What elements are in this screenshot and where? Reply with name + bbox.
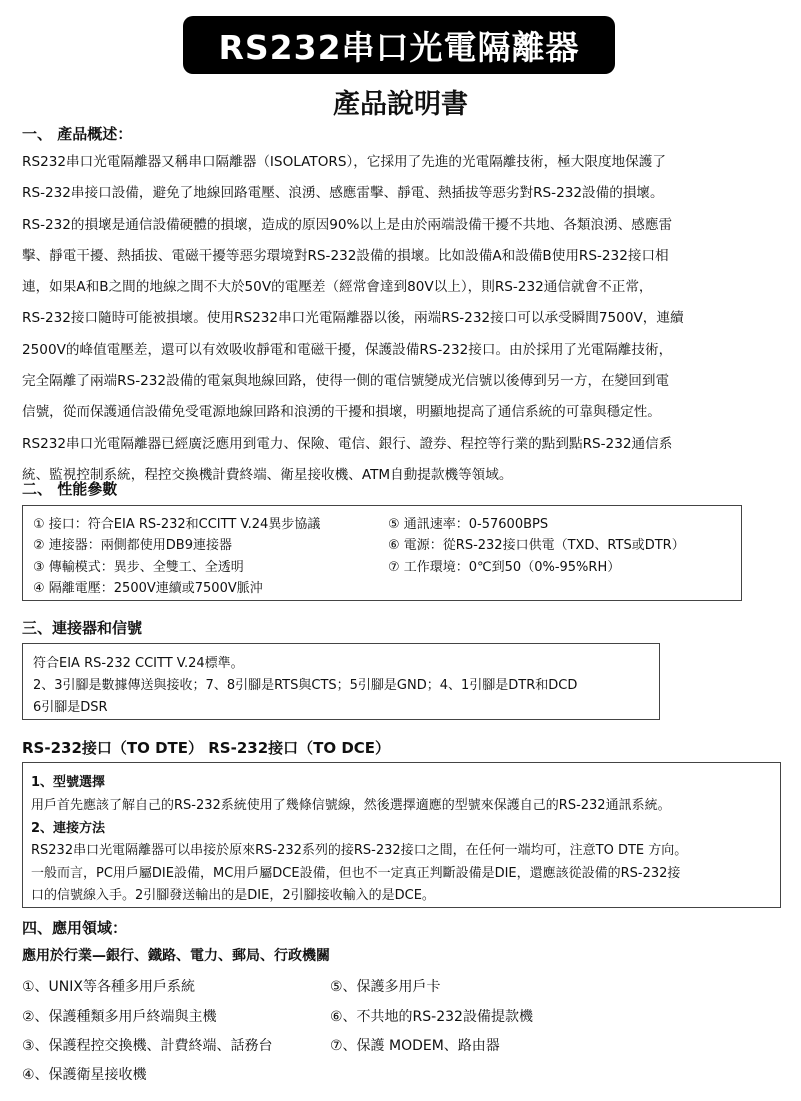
model-line: 一般而言，PC用戶屬DIE設備，MC用戶屬DCE設備，但也不一定真正判斷設備是DIE，還應該從設備的RS-232接 — [31, 866, 681, 881]
paragraph-line: 信號，從而保護通信設備免受電源地線回路和浪湧的干擾和損壞，明顯地提高了通信系統的可靠與穩定性。 — [22, 404, 661, 421]
paragraph-line: 統、監視控制系統，程控交換機計費終端、衛星接收機、ATM自動提款機等領域。 — [22, 466, 513, 483]
paragraph-line: RS-232串接口設備，避免了地線回路電壓、浪湧、感應雷擊、靜電、熱插拔等惡劣對RS-232設備的損壞。 — [22, 185, 664, 202]
application-item: ④、保護衛星接收機 — [22, 1067, 147, 1083]
signal-line: 2、3引腳是數據傳送與接收；7、8引腳是RTS與CTS；5引腳是GND；4、1引腳是DTR和DCD — [33, 678, 578, 693]
interface-heading: RS-232接口（TO DTE） RS-232接口（TO DCE） — [22, 739, 391, 757]
manual-subtitle: 產品說明書 — [333, 89, 468, 120]
application-item: ③、保護程控交換機、計費終端、話務台 — [22, 1038, 273, 1054]
paragraph-line: RS232串口光電隔離器又稱串口隔離器（ISOLATORS），它採用了先進的光電隔離技術，極大限度地保護了 — [22, 154, 666, 170]
application-item: ⑥、不共地的RS-232設備提款機 — [330, 1009, 533, 1025]
specs-box — [22, 505, 742, 601]
section-3-heading: 三、連接器和信號 — [22, 619, 143, 637]
overview-paragraph — [22, 147, 684, 491]
paragraph-line: 擊、靜電干擾、熱插拔、電磁干擾等惡劣環境對RS-232設備的損壞。比如設備A和設備B使用RS-232接口相 — [22, 247, 669, 264]
paragraph-line: RS232串口光電隔離器已經廣泛應用到電力、保險、電信、銀行、證券、程控等行業的點到點RS-232通信系 — [22, 435, 673, 452]
application-item: ⑤、保護多用戶卡 — [330, 979, 441, 995]
connection-method-heading: 2、連接方法 — [31, 821, 106, 836]
paragraph-line: RS-232接口隨時可能被損壞。使用RS232串口光電隔離器以後，兩端RS-232接口可以承受瞬間7500V，連續 — [22, 310, 684, 327]
signal-line: 符合EIA RS-232 CCITT V.24標準。 — [33, 656, 244, 671]
model-line: RS232串口光電隔離器可以串接於原來RS-232系列的接RS-232接口之間，在任何一端均可，注意TO DTE 方向。 — [31, 843, 688, 858]
spec-item: ⑥ 電源：從RS-232接口供電（TXD、RTS或DTR） — [388, 538, 685, 553]
spec-item: ④ 隔離電壓：2500V連續或7500V脈沖 — [33, 581, 263, 596]
section-1-heading: 一、 產品概述： — [22, 125, 133, 143]
industries-intro: 應用於行業—銀行、鐵路、電力、郵局、行政機關 — [22, 948, 330, 964]
paragraph-line: RS-232的損壞是通信設備硬體的損壞，造成的原因90%以上是由於兩端設備干擾不共地、各類浪湧、感應雷 — [22, 216, 673, 233]
model-selection-heading: 1、型號選擇 — [31, 775, 106, 790]
spec-item: ⑦ 工作環境：0℃到50（0%-95%RH） — [388, 560, 621, 575]
spec-item: ① 接口：符合EIA RS-232和CCITT V.24異步協議 — [33, 517, 321, 532]
model-line: 用戶首先應該了解自己的RS-232系統使用了幾條信號線，然後選擇適應的型號來保護自己的RS-232通訊系統。 — [31, 798, 671, 813]
spec-item: ② 連接器：兩側都使用DB9連接器 — [33, 538, 232, 553]
section-4-heading: 四、應用領域： — [22, 919, 128, 937]
signal-line: 6引腳是DSR — [33, 700, 108, 715]
paragraph-line: 2500V的峰值電壓差，還可以有效吸收靜電和電磁干擾，保護設備RS-232接口。由於採用了光電隔離技術， — [22, 341, 673, 358]
paragraph-line: 連，如果A和B之間的地線之間不大於50V的電壓差（經常會達到80V以上），則RS-232通信就會不正常， — [22, 279, 653, 296]
title-banner — [183, 16, 615, 74]
signals-box — [22, 643, 660, 720]
spec-item: ⑤ 通訊速率：0-57600BPS — [388, 517, 549, 532]
application-item: ②、保護種類多用戶終端與主機 — [22, 1009, 217, 1025]
model-line: 口的信號線入手。2引腳發送輸出的是DIE，2引腳接收輸入的是DCE。 — [31, 888, 435, 903]
spec-item: ③ 傳輸模式：異步、全雙工、全透明 — [33, 560, 244, 575]
section-2-heading: 二、 性能參數 — [22, 480, 118, 498]
product-title: RS232串口光電隔離器 — [218, 27, 580, 67]
paragraph-line: 完全隔離了兩端RS-232設備的電氣與地線回路，使得一側的電信號變成光信號以後傳到另一方，在變回到電 — [22, 373, 670, 390]
model-connection-box — [22, 762, 781, 908]
application-item: ①、UNIX等各種多用戶系統 — [22, 979, 195, 995]
application-item: ⑦、保護 MODEM、路由器 — [330, 1038, 500, 1054]
